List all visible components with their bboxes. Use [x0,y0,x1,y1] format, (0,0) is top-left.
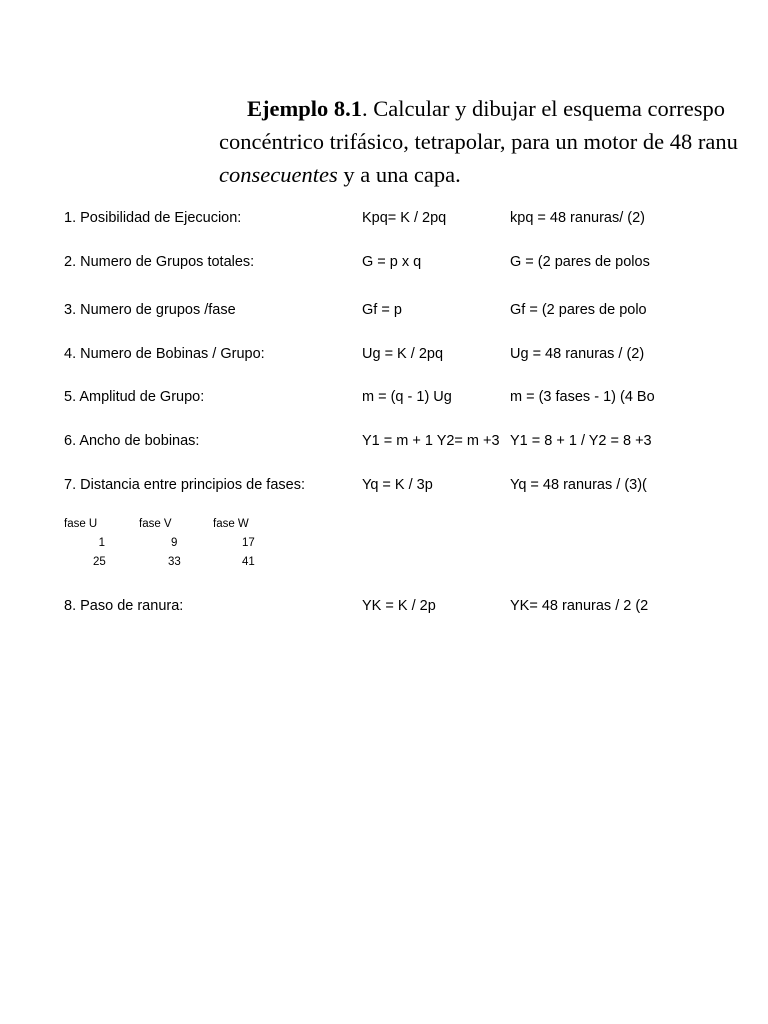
step-label: 6. Ancho de bobinas: [64,433,200,449]
phase-header: fase V [139,518,172,530]
step-formula: m = (q - 1) Ug [362,389,452,405]
step-calculation: YK= 48 ranuras / 2 (2 [510,596,660,616]
step-row [64,344,664,364]
phase-cell: 1 [98,537,105,549]
heading-italic-word: consecuentes [219,162,338,187]
step-row [64,596,664,616]
phase-header: fase W [213,518,249,530]
step-label: 7. Distancia entre principios de fases: [64,477,305,493]
step-label: 8. Paso de ranura: [64,598,184,614]
heading-line-1-text: . Calcular y dibujar el esquema correspo [362,96,725,121]
phase-cell: 33 [168,556,181,568]
step-formula: YK = K / 2p [362,598,436,614]
step-row [64,431,664,451]
step-row [64,300,664,320]
phase-header: fase U [64,518,98,530]
step-label: 1. Posibilidad de Ejecucion: [64,210,242,226]
step-formula: Kpq= K / 2pq [362,210,447,226]
step-row [64,252,664,272]
heading-line-3-text: y a una capa. [337,162,461,187]
step-label: 2. Numero de Grupos totales: [64,254,255,270]
heading-line-2: concéntrico trifásico, tetrapolar, para un motor de 48 ranu [219,129,738,154]
phase-cell: 9 [171,537,178,549]
step-label: 5. Amplitud de Grupo: [64,389,205,405]
step-calculation: Y1 = 8 + 1 / Y2 = 8 +3 [510,431,660,451]
step-calculation: Yq = 48 ranuras / (3)( [510,475,660,495]
example-number: Ejemplo 8.1 [247,96,362,121]
step-row [64,387,664,407]
step-calculation: m = (3 fases - 1) (4 Bo [510,387,660,407]
step-calculation: Gf = (2 pares de polo [510,300,660,320]
phase-cell: 25 [93,556,106,568]
step-label: 3. Numero de grupos /fase [64,302,236,318]
step-formula: Gf = p [362,302,402,318]
step-calculation: Ug = 48 ranuras / (2) [510,344,660,364]
step-formula: Yq = K / 3p [362,477,433,493]
phase-cell: 17 [242,537,255,549]
step-formula: Ug = K / 2pq [362,346,444,362]
step-label: 4. Numero de Bobinas / Grupo: [64,346,265,362]
step-calculation: G = (2 pares de polos [510,252,660,272]
step-calculation: kpq = 48 ranuras/ (2) [510,208,660,228]
step-row [64,208,664,228]
step-formula: Y1 = m + 1 Y2= m +3 [362,433,500,449]
step-formula: G = p x q [362,254,422,270]
step-row [64,475,664,495]
phase-cell: 41 [242,556,255,568]
